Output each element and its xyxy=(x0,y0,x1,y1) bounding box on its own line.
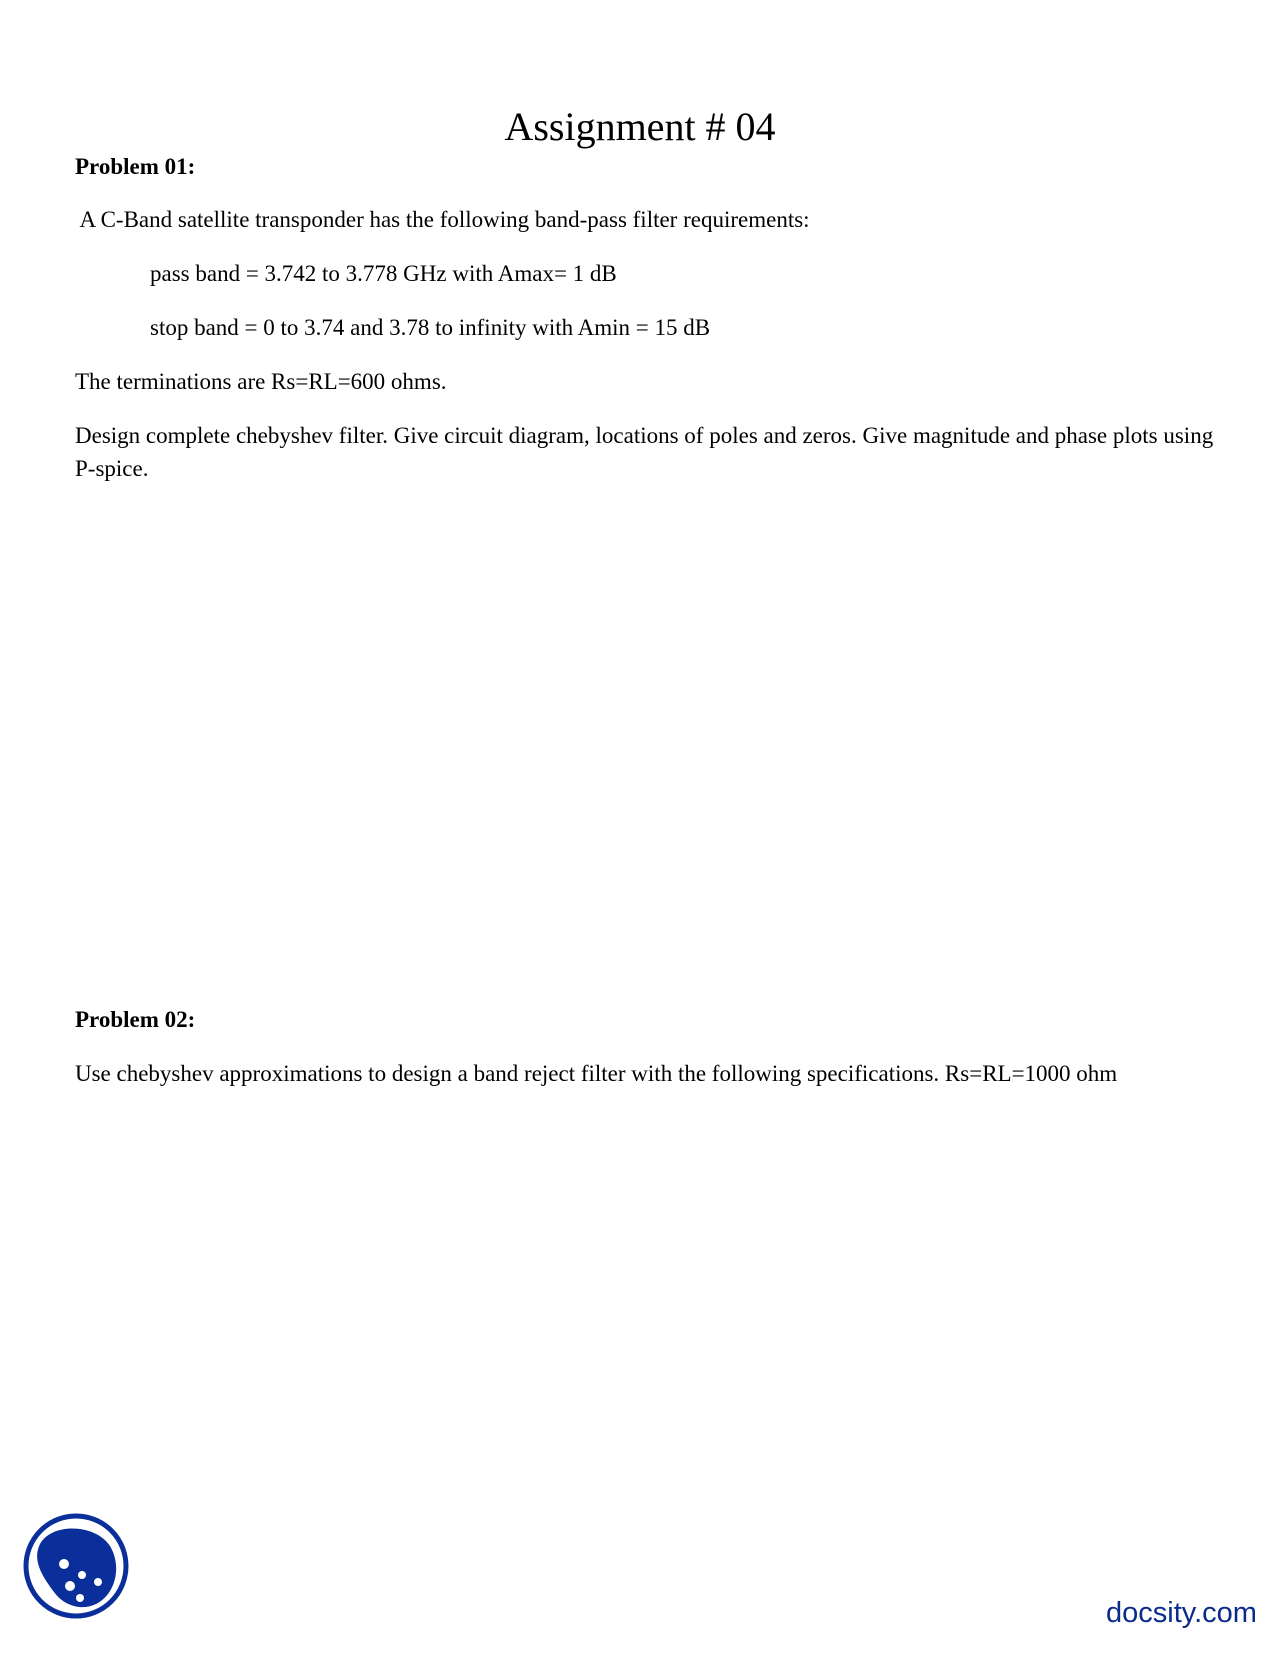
problem-1-intro: A C-Band satellite transponder has the following band-pass filter requirements: xyxy=(75,207,810,232)
terminations-text: The terminations are Rs=RL=600 ohms. xyxy=(75,369,447,394)
pass-band-spec: pass band = 3.742 to 3.778 GHz with Amax= 1 dB xyxy=(150,261,617,286)
docsity-logo-icon xyxy=(22,1512,130,1620)
problem-2-heading: Problem 02: xyxy=(75,1007,196,1032)
stop-band-spec: stop band = 0 to 3.74 and 3.78 to infinity with Amin = 15 dB xyxy=(150,315,711,340)
docsity-brand-text[interactable]: docsity.com xyxy=(1106,1597,1257,1629)
problem-1-heading: Problem 01: xyxy=(75,154,196,179)
page-title: Assignment # 04 xyxy=(504,103,776,149)
problem-2-task: Use chebyshev approximations to design a band reject filter with the following specifications. Rs=RL=1000 ohm xyxy=(75,1061,1118,1086)
problem-1-task: Design complete chebyshev filter. Give circuit diagram, locations of poles and zeros. Give magnitude and phase plots using P-spice. xyxy=(75,423,1214,481)
